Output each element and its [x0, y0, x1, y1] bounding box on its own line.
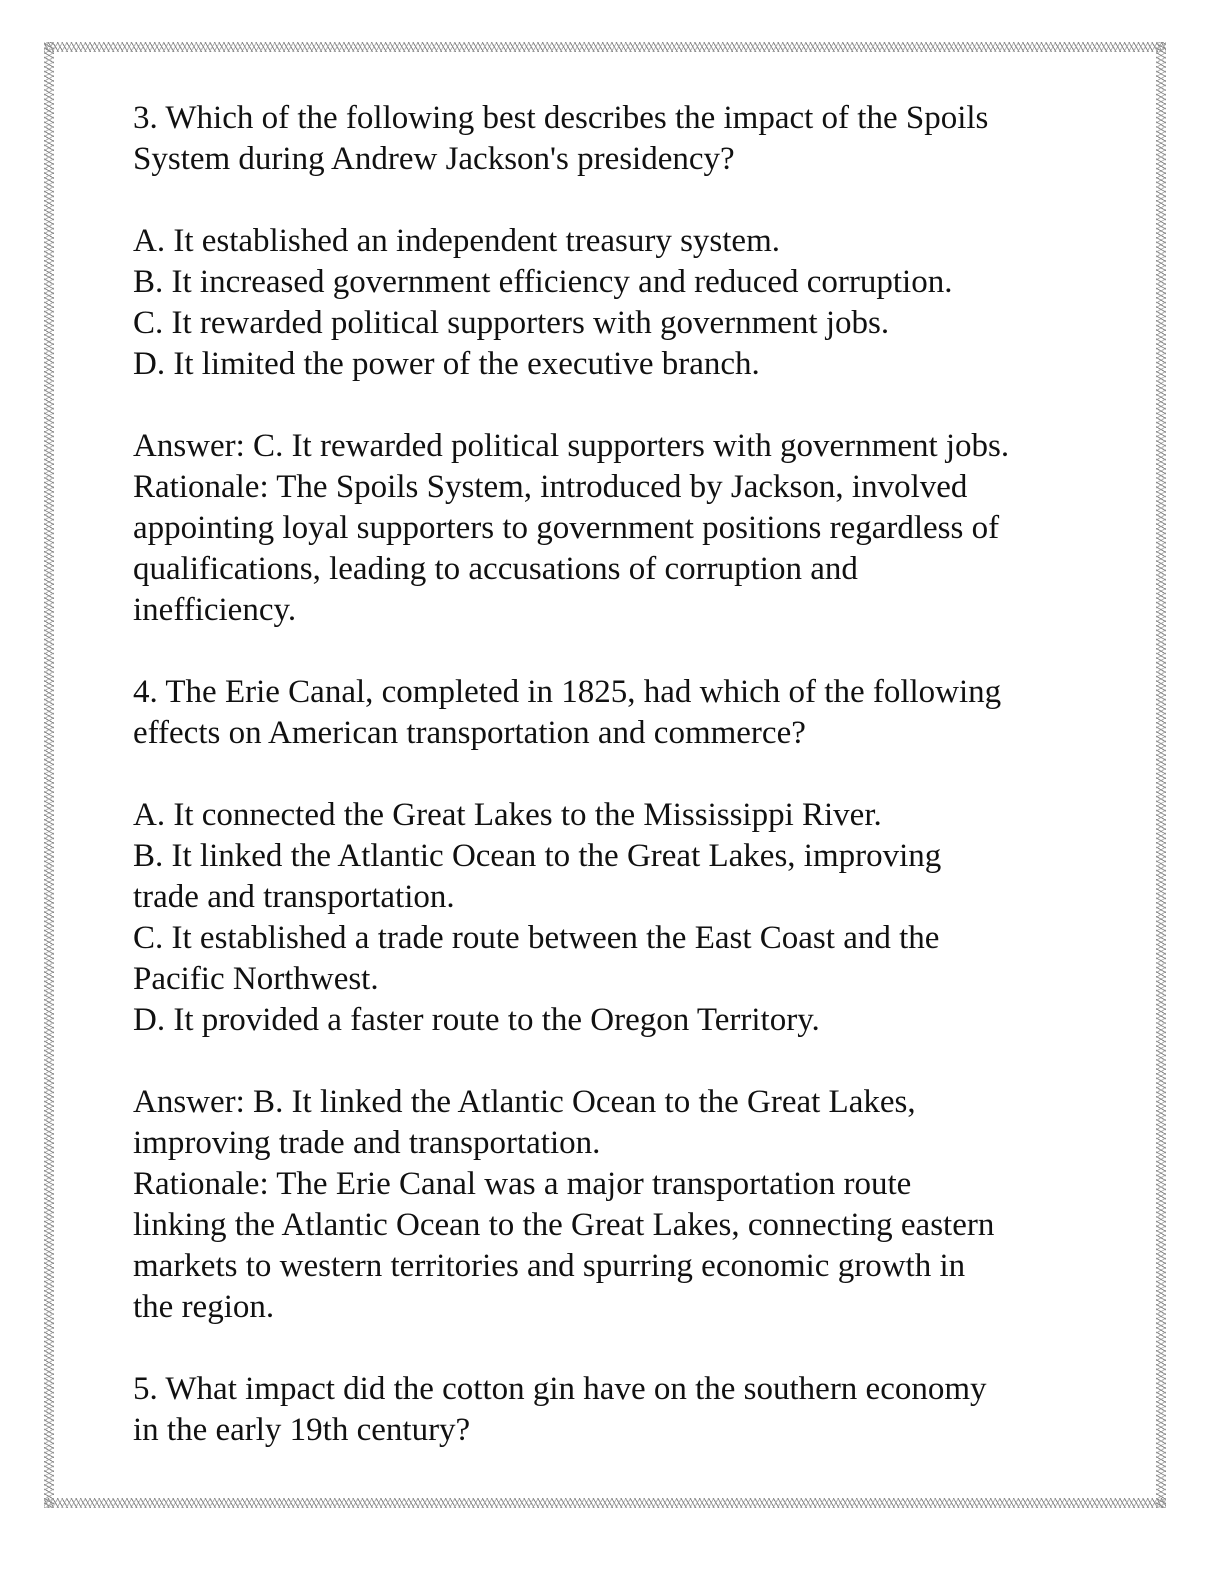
option-d: D. It limited the power of the executive branch. — [133, 346, 760, 382]
answer-line: Answer: C. It rewarded political supporters with government jobs. — [133, 428, 1010, 464]
question-4 — [133, 672, 1113, 754]
question-text-line: effects on American transportation and commerce? — [133, 715, 806, 751]
option-c: C. It rewarded political supporters with government jobs. — [133, 305, 890, 341]
rationale-line: linking the Atlantic Ocean to the Great Lakes, connecting eastern — [133, 1207, 995, 1243]
border-bottom — [44, 1498, 1166, 1508]
option-a: A. It connected the Great Lakes to the Mississippi River. — [133, 797, 882, 833]
question-3-options — [133, 221, 1113, 385]
question-3-answer — [133, 426, 1113, 631]
document-body — [133, 98, 1113, 1492]
option-b: B. It linked the Atlantic Ocean to the Great Lakes, improving — [133, 838, 942, 874]
answer-line: Answer: B. It linked the Atlantic Ocean to the Great Lakes, — [133, 1084, 916, 1120]
border-right — [1156, 42, 1166, 1508]
option-c-cont: Pacific Northwest. — [133, 961, 379, 997]
option-a: A. It established an independent treasury system. — [133, 223, 780, 259]
rationale-line: qualifications, leading to accusations of corruption and — [133, 551, 858, 587]
border-top — [44, 42, 1166, 52]
question-text-line: 4. The Erie Canal, completed in 1825, had which of the following — [133, 674, 1002, 710]
option-d: D. It provided a faster route to the Oregon Territory. — [133, 1002, 820, 1038]
rationale-line: markets to western territories and spurring economic growth in — [133, 1248, 966, 1284]
option-b: B. It increased government efficiency and reduced corruption. — [133, 264, 953, 300]
rationale-line: Rationale: The Erie Canal was a major transportation route — [133, 1166, 912, 1202]
border-left — [44, 42, 54, 1508]
rationale-line: the region. — [133, 1289, 275, 1325]
question-4-options — [133, 795, 1113, 1041]
rationale-line: Rationale: The Spoils System, introduced by Jackson, involved — [133, 469, 968, 505]
option-b-cont: trade and transportation. — [133, 879, 455, 915]
question-text-line: 5. What impact did the cotton gin have on the southern economy — [133, 1371, 987, 1407]
rationale-line: inefficiency. — [133, 592, 297, 628]
question-text-line: in the early 19th century? — [133, 1412, 471, 1448]
option-c: C. It established a trade route between the East Coast and the — [133, 920, 940, 956]
question-4-answer — [133, 1082, 1113, 1328]
question-text-line: System during Andrew Jackson's presidency? — [133, 141, 735, 177]
answer-line: improving trade and transportation. — [133, 1125, 601, 1161]
rationale-line: appointing loyal supporters to government positions regardless of — [133, 510, 1000, 546]
question-text-line: 3. Which of the following best describes the impact of the Spoils — [133, 100, 989, 136]
question-5 — [133, 1369, 1113, 1451]
question-3 — [133, 98, 1113, 180]
